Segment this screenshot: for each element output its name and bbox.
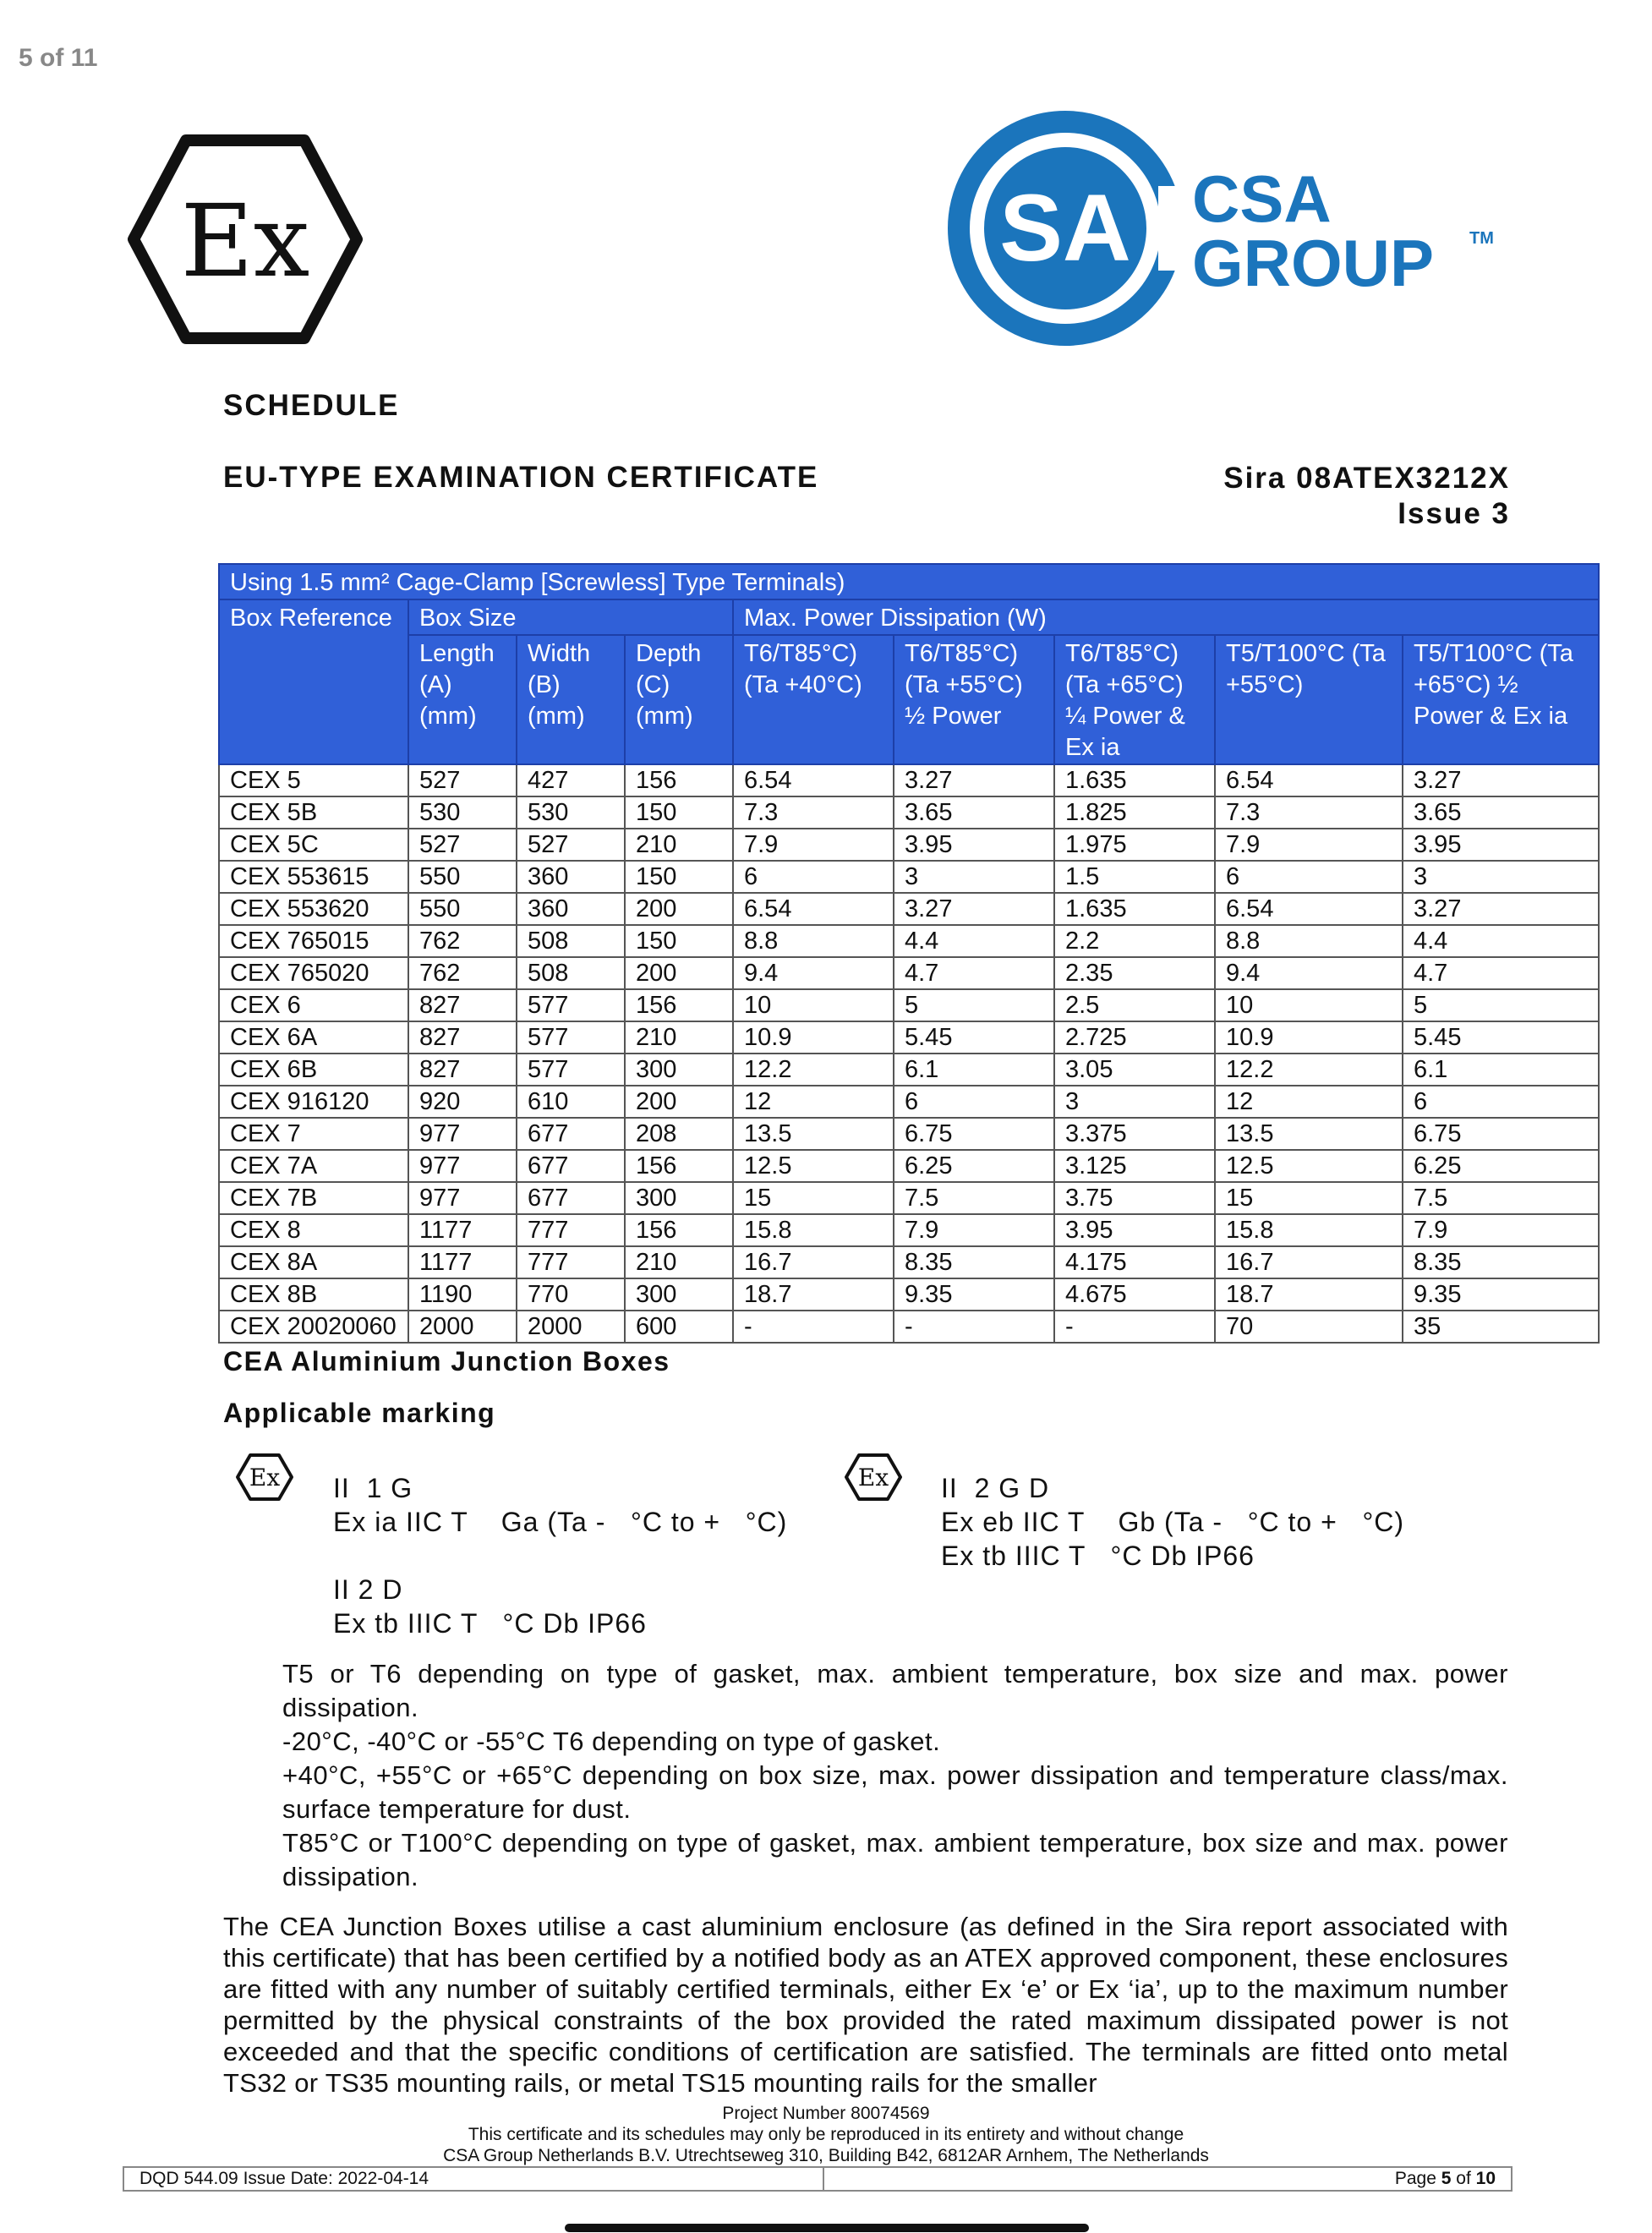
table-cell: 8.35 <box>894 1246 1054 1278</box>
table-cell: 200 <box>625 893 733 925</box>
table-cell: 762 <box>408 957 517 989</box>
table-cell: 577 <box>517 1021 625 1054</box>
table-cell: 6.25 <box>1403 1150 1599 1182</box>
box-reference-cell: CEX 5 <box>219 764 408 796</box>
table-cell: 5 <box>894 989 1054 1021</box>
table-cell: 508 <box>517 957 625 989</box>
table-cell: 3.27 <box>1403 764 1599 796</box>
table-cell: 777 <box>517 1246 625 1278</box>
table-cell: 10 <box>1215 989 1403 1021</box>
table-cell: 300 <box>625 1278 733 1311</box>
csa-trademark: TM <box>1469 229 1494 248</box>
note-paragraph: -20°C, -40°C or -55°C T6 depending on type of gasket. <box>282 1727 941 1756</box>
marking-line: Ex tb IIIC T °C Db IP66 <box>941 1541 1255 1571</box>
table-cell: 577 <box>517 1054 625 1086</box>
table-cell: 12.2 <box>733 1054 894 1086</box>
table-cell: 4.4 <box>894 925 1054 957</box>
table-cell: 9.4 <box>733 957 894 989</box>
note-paragraph: T5 or T6 depending on type of gasket, max. ambient temperature, box size and max. power dissipation. <box>282 1659 1508 1722</box>
marking-title: Applicable marking <box>223 1398 496 1428</box>
marking-right <box>941 1471 1404 1573</box>
box-reference-cell: CEX 6B <box>219 1054 408 1086</box>
table-cell: 6.25 <box>894 1150 1054 1182</box>
table-row <box>219 796 1599 829</box>
table-row <box>219 1214 1599 1246</box>
table-cell: 156 <box>625 1214 733 1246</box>
table-row <box>219 1021 1599 1054</box>
table-cell: 16.7 <box>733 1246 894 1278</box>
marking-notes <box>282 1657 1508 1894</box>
table-cell: 827 <box>408 989 517 1021</box>
table-cell: 13.5 <box>1215 1118 1403 1150</box>
table-cell: 210 <box>625 829 733 861</box>
table-cell: 550 <box>408 893 517 925</box>
box-reference-cell: CEX 765015 <box>219 925 408 957</box>
table-cell: 4.7 <box>894 957 1054 989</box>
column-header: Length (A) (mm) <box>408 635 517 764</box>
table-cell: 10.9 <box>1215 1021 1403 1054</box>
table-cell: 200 <box>625 957 733 989</box>
table-cell: 8.35 <box>1403 1246 1599 1278</box>
table-cell: 8.8 <box>1215 925 1403 957</box>
table-row <box>219 861 1599 893</box>
table-cell: 3 <box>1403 861 1599 893</box>
table-cell: 530 <box>408 796 517 829</box>
table-cell: 3.75 <box>1054 1182 1215 1214</box>
table-cell: 5.45 <box>894 1021 1054 1054</box>
table-cell: 3.125 <box>1054 1150 1215 1182</box>
box-reference-cell: CEX 8B <box>219 1278 408 1311</box>
table-cell: 15.8 <box>733 1214 894 1246</box>
company-address: CSA Group Netherlands B.V. Utrechtseweg 310, Building B42, 6812AR Arnhem, The Netherlands <box>443 2146 1209 2165</box>
table-cell: 3.95 <box>894 829 1054 861</box>
table-cell: 577 <box>517 989 625 1021</box>
table-cell: 977 <box>408 1182 517 1214</box>
table-cell: 7.5 <box>894 1182 1054 1214</box>
table-cell: 6.54 <box>733 893 894 925</box>
table-cell: - <box>733 1311 894 1343</box>
table-cell: 6.75 <box>1403 1118 1599 1150</box>
table-cell: 6 <box>1403 1086 1599 1118</box>
table-cell: 15 <box>1215 1182 1403 1214</box>
marking-line: Ex ia IIC T Ga (Ta - °C to + °C) <box>333 1507 788 1537</box>
column-header: Width (B) (mm) <box>517 635 625 764</box>
table-cell: 4.675 <box>1054 1278 1215 1311</box>
header-box-size: Box Size <box>408 599 733 635</box>
table-caption: Using 1.5 mm² Cage-Clamp [Screwless] Type Terminals) <box>219 564 1599 599</box>
marking-line: II 1 G <box>333 1473 413 1503</box>
table-cell: 7.5 <box>1403 1182 1599 1214</box>
table-cell: 7.3 <box>733 796 894 829</box>
marking-line: II 2 G D <box>941 1473 1050 1503</box>
column-header: T6/T85°C) (Ta +65°C) ¼ Power & Ex ia <box>1054 635 1215 764</box>
reproduction-notice: This certificate and its schedules may only be reproduced in its entirety and without change <box>468 2125 1184 2144</box>
table-cell: 156 <box>625 764 733 796</box>
box-reference-cell: CEX 5C <box>219 829 408 861</box>
table-cell: 6 <box>1215 861 1403 893</box>
table-cell: 762 <box>408 925 517 957</box>
table-row <box>219 1278 1599 1311</box>
table-cell: 3.27 <box>1403 893 1599 925</box>
table-cell: 1177 <box>408 1214 517 1246</box>
box-reference-cell: CEX 553620 <box>219 893 408 925</box>
table-cell: 7.9 <box>894 1214 1054 1246</box>
table-cell: 3.95 <box>1054 1214 1215 1246</box>
table-cell: 1177 <box>408 1246 517 1278</box>
table-cell: 2.35 <box>1054 957 1215 989</box>
table-cell: 2.2 <box>1054 925 1215 957</box>
page-footer <box>0 2103 1652 2166</box>
csa-brand-line1: CSA <box>1192 161 1332 236</box>
table-cell: 2000 <box>408 1311 517 1343</box>
table-cell: 7.3 <box>1215 796 1403 829</box>
header-box-reference: Box Reference <box>219 599 408 764</box>
table-cell: 6.54 <box>1215 893 1403 925</box>
box-reference-cell: CEX 553615 <box>219 861 408 893</box>
table-cell: 3.65 <box>1403 796 1599 829</box>
table-cell: 9.4 <box>1215 957 1403 989</box>
certificate-reference <box>1223 461 1510 532</box>
table-cell: 1.635 <box>1054 764 1215 796</box>
table-cell: 3 <box>894 861 1054 893</box>
table-cell: 208 <box>625 1118 733 1150</box>
page-number: Page 5 of 10 <box>1394 2169 1496 2188</box>
table-cell: 527 <box>517 829 625 861</box>
svg-text:Ex: Ex <box>249 1464 281 1491</box>
box-reference-cell: CEX 6 <box>219 989 408 1021</box>
table-cell: 9.35 <box>894 1278 1054 1311</box>
table-cell: 360 <box>517 893 625 925</box>
table-cell: - <box>894 1311 1054 1343</box>
table-cell: 2000 <box>517 1311 625 1343</box>
table-row <box>219 1311 1599 1343</box>
viewer-page-indicator: 5 of 11 <box>19 44 98 72</box>
ex-logo <box>127 134 364 345</box>
table-cell: 677 <box>517 1118 625 1150</box>
table-cell: 10 <box>733 989 894 1021</box>
table-cell: 12 <box>733 1086 894 1118</box>
certificate-title: EU-TYPE EXAMINATION CERTIFICATE <box>223 461 819 494</box>
table-cell: 550 <box>408 861 517 893</box>
table-cell: 527 <box>408 829 517 861</box>
column-header: T6/T85°C) (Ta +40°C) <box>733 635 894 764</box>
home-indicator-bar[interactable] <box>565 2224 1089 2232</box>
box-reference-cell: CEX 7A <box>219 1150 408 1182</box>
table-cell: 920 <box>408 1086 517 1118</box>
table-cell: 18.7 <box>733 1278 894 1311</box>
table-row <box>219 893 1599 925</box>
table-cell: 5.45 <box>1403 1021 1599 1054</box>
table-cell: 12.2 <box>1215 1054 1403 1086</box>
table-cell: 3.375 <box>1054 1118 1215 1150</box>
certificate-issue: Issue 3 <box>1398 497 1510 530</box>
table-cell: 12.5 <box>733 1150 894 1182</box>
table-cell: 677 <box>517 1182 625 1214</box>
table-cell: 10.9 <box>733 1021 894 1054</box>
table-cell: - <box>1054 1311 1215 1343</box>
table-cell: 977 <box>408 1118 517 1150</box>
table-cell: 530 <box>517 796 625 829</box>
box-reference-cell: CEX 8A <box>219 1246 408 1278</box>
ex-mark-icon <box>235 1453 294 1502</box>
table-cell: 300 <box>625 1182 733 1214</box>
schedule-heading: SCHEDULE <box>223 389 400 422</box>
csa-monogram: SA <box>999 175 1131 281</box>
table-cell: 827 <box>408 1021 517 1054</box>
table-cell: 7.9 <box>733 829 894 861</box>
box-specification-table <box>218 563 1600 1344</box>
svg-text:Ex: Ex <box>857 1464 889 1491</box>
table-cell: 527 <box>408 764 517 796</box>
table-row <box>219 1246 1599 1278</box>
box-reference-cell: CEX 5B <box>219 796 408 829</box>
table-cell: 6.54 <box>733 764 894 796</box>
table-cell: 13.5 <box>733 1118 894 1150</box>
table-cell: 3.95 <box>1403 829 1599 861</box>
note-paragraph: +40°C, +55°C or +65°C depending on box size, max. power dissipation and temperature class/max. surface temperature for dust. <box>282 1760 1508 1824</box>
table-cell: 6.75 <box>894 1118 1054 1150</box>
section-title: CEA Aluminium Junction Boxes <box>223 1346 670 1376</box>
table-cell: 8.8 <box>733 925 894 957</box>
table-cell: 6.1 <box>1403 1054 1599 1086</box>
table-cell: 827 <box>408 1054 517 1086</box>
table-row <box>219 957 1599 989</box>
table-cell: 1.5 <box>1054 861 1215 893</box>
certificate-number: Sira 08ATEX3212X <box>1223 462 1510 495</box>
box-reference-cell: CEX 6A <box>219 1021 408 1054</box>
dqd-issue-date: DQD 544.09 Issue Date: 2022-04-14 <box>124 2168 824 2190</box>
table-cell: 427 <box>517 764 625 796</box>
table-cell: 7.9 <box>1403 1214 1599 1246</box>
table-cell: 15.8 <box>1215 1214 1403 1246</box>
table-row <box>219 829 1599 861</box>
table-row <box>219 1150 1599 1182</box>
header-power-dissipation: Max. Power Dissipation (W) <box>733 599 1599 635</box>
table-cell: 2.5 <box>1054 989 1215 1021</box>
table-row <box>219 1086 1599 1118</box>
column-header: Depth (C) (mm) <box>625 635 733 764</box>
table-cell: 677 <box>517 1150 625 1182</box>
table-cell: 610 <box>517 1086 625 1118</box>
table-row <box>219 764 1599 796</box>
box-reference-cell: CEX 20020060 <box>219 1311 408 1343</box>
table-cell: 2.725 <box>1054 1021 1215 1054</box>
table-cell: 3.27 <box>894 893 1054 925</box>
table-cell: 360 <box>517 861 625 893</box>
table-cell: 4.4 <box>1403 925 1599 957</box>
description-paragraph: The CEA Junction Boxes utilise a cast aluminium enclosure (as defined in the Sira report associated with this certificate) that has been certified by a notified body as an ATEX approved component, these enclosures are fitted with any number of suitably certified terminals, either Ex ‘e’ or Ex ‘ia’, up to the maximum number permitted by the physical constraints of the box provided the rated maximum dissipated power is not exceeded and that the specific conditions of certification are satisfied. The terminals are fitted onto metal TS32 or TS35 mounting rails, or metal TS15 mounting rails for the smaller <box>223 1912 1508 2098</box>
table-cell: 9.35 <box>1403 1278 1599 1311</box>
table-cell: 6 <box>733 861 894 893</box>
table-cell: 200 <box>625 1086 733 1118</box>
table-cell: 600 <box>625 1311 733 1343</box>
table-cell: 150 <box>625 796 733 829</box>
box-reference-cell: CEX 7 <box>219 1118 408 1150</box>
marking-line: Ex eb IIC T Gb (Ta - °C to + °C) <box>941 1507 1404 1537</box>
table-row <box>219 989 1599 1021</box>
table-cell: 6 <box>894 1086 1054 1118</box>
table-cell: 6.1 <box>894 1054 1054 1086</box>
table-cell: 508 <box>517 925 625 957</box>
marking-line: Ex tb IIIC T °C Db IP66 <box>333 1608 647 1639</box>
table-cell: 4.7 <box>1403 957 1599 989</box>
table-cell: 12.5 <box>1215 1150 1403 1182</box>
column-header: T5/T100°C (Ta +65°C) ½ Power & Ex ia <box>1403 635 1599 764</box>
footer-bar <box>123 2166 1513 2192</box>
table-cell: 1190 <box>408 1278 517 1311</box>
table-row <box>219 1118 1599 1150</box>
table-cell: 1.825 <box>1054 796 1215 829</box>
table-cell: 7.9 <box>1215 829 1403 861</box>
table-cell: 150 <box>625 861 733 893</box>
column-header: T6/T85°C) (Ta +55°C) ½ Power <box>894 635 1054 764</box>
table-row <box>219 925 1599 957</box>
table-cell: 16.7 <box>1215 1246 1403 1278</box>
table-cell: 777 <box>517 1214 625 1246</box>
box-reference-cell: CEX 916120 <box>219 1086 408 1118</box>
table-cell: 6.54 <box>1215 764 1403 796</box>
table-cell: 12 <box>1215 1086 1403 1118</box>
marking-dust-left <box>333 1573 647 1640</box>
table-cell: 210 <box>625 1246 733 1278</box>
table-cell: 3 <box>1054 1086 1215 1118</box>
ex-logo-text: Ex <box>180 183 310 299</box>
table-body <box>219 764 1599 1343</box>
project-number: Project Number 80074569 <box>722 2104 930 2123</box>
table-cell: 18.7 <box>1215 1278 1403 1311</box>
table-cell: 1.975 <box>1054 829 1215 861</box>
table-cell: 3.65 <box>894 796 1054 829</box>
box-reference-cell: CEX 7B <box>219 1182 408 1214</box>
table-row <box>219 1182 1599 1214</box>
csa-group-logo <box>947 110 1513 347</box>
table-cell: 35 <box>1403 1311 1599 1343</box>
note-paragraph: T85°C or T100°C depending on type of gasket, max. ambient temperature, box size and max. power dissipation. <box>282 1828 1508 1891</box>
box-reference-cell: CEX 8 <box>219 1214 408 1246</box>
table-cell: 3.27 <box>894 764 1054 796</box>
csa-brand-line2: GROUP <box>1192 226 1435 300</box>
marking-line: II 2 D <box>333 1574 403 1605</box>
table-cell: 70 <box>1215 1311 1403 1343</box>
box-reference-cell: CEX 765020 <box>219 957 408 989</box>
table-cell: 156 <box>625 1150 733 1182</box>
table-cell: 210 <box>625 1021 733 1054</box>
table-cell: 4.175 <box>1054 1246 1215 1278</box>
table-cell: 156 <box>625 989 733 1021</box>
table-row <box>219 1054 1599 1086</box>
table-cell: 5 <box>1403 989 1599 1021</box>
table-cell: 977 <box>408 1150 517 1182</box>
table-cell: 1.635 <box>1054 893 1215 925</box>
column-header: T5/T100°C (Ta +55°C) <box>1215 635 1403 764</box>
table-cell: 3.05 <box>1054 1054 1215 1086</box>
table-cell: 770 <box>517 1278 625 1311</box>
table-cell: 150 <box>625 925 733 957</box>
table-cell: 15 <box>733 1182 894 1214</box>
marking-gas-left <box>333 1471 787 1539</box>
ex-mark-icon <box>844 1453 903 1502</box>
table-cell: 300 <box>625 1054 733 1086</box>
